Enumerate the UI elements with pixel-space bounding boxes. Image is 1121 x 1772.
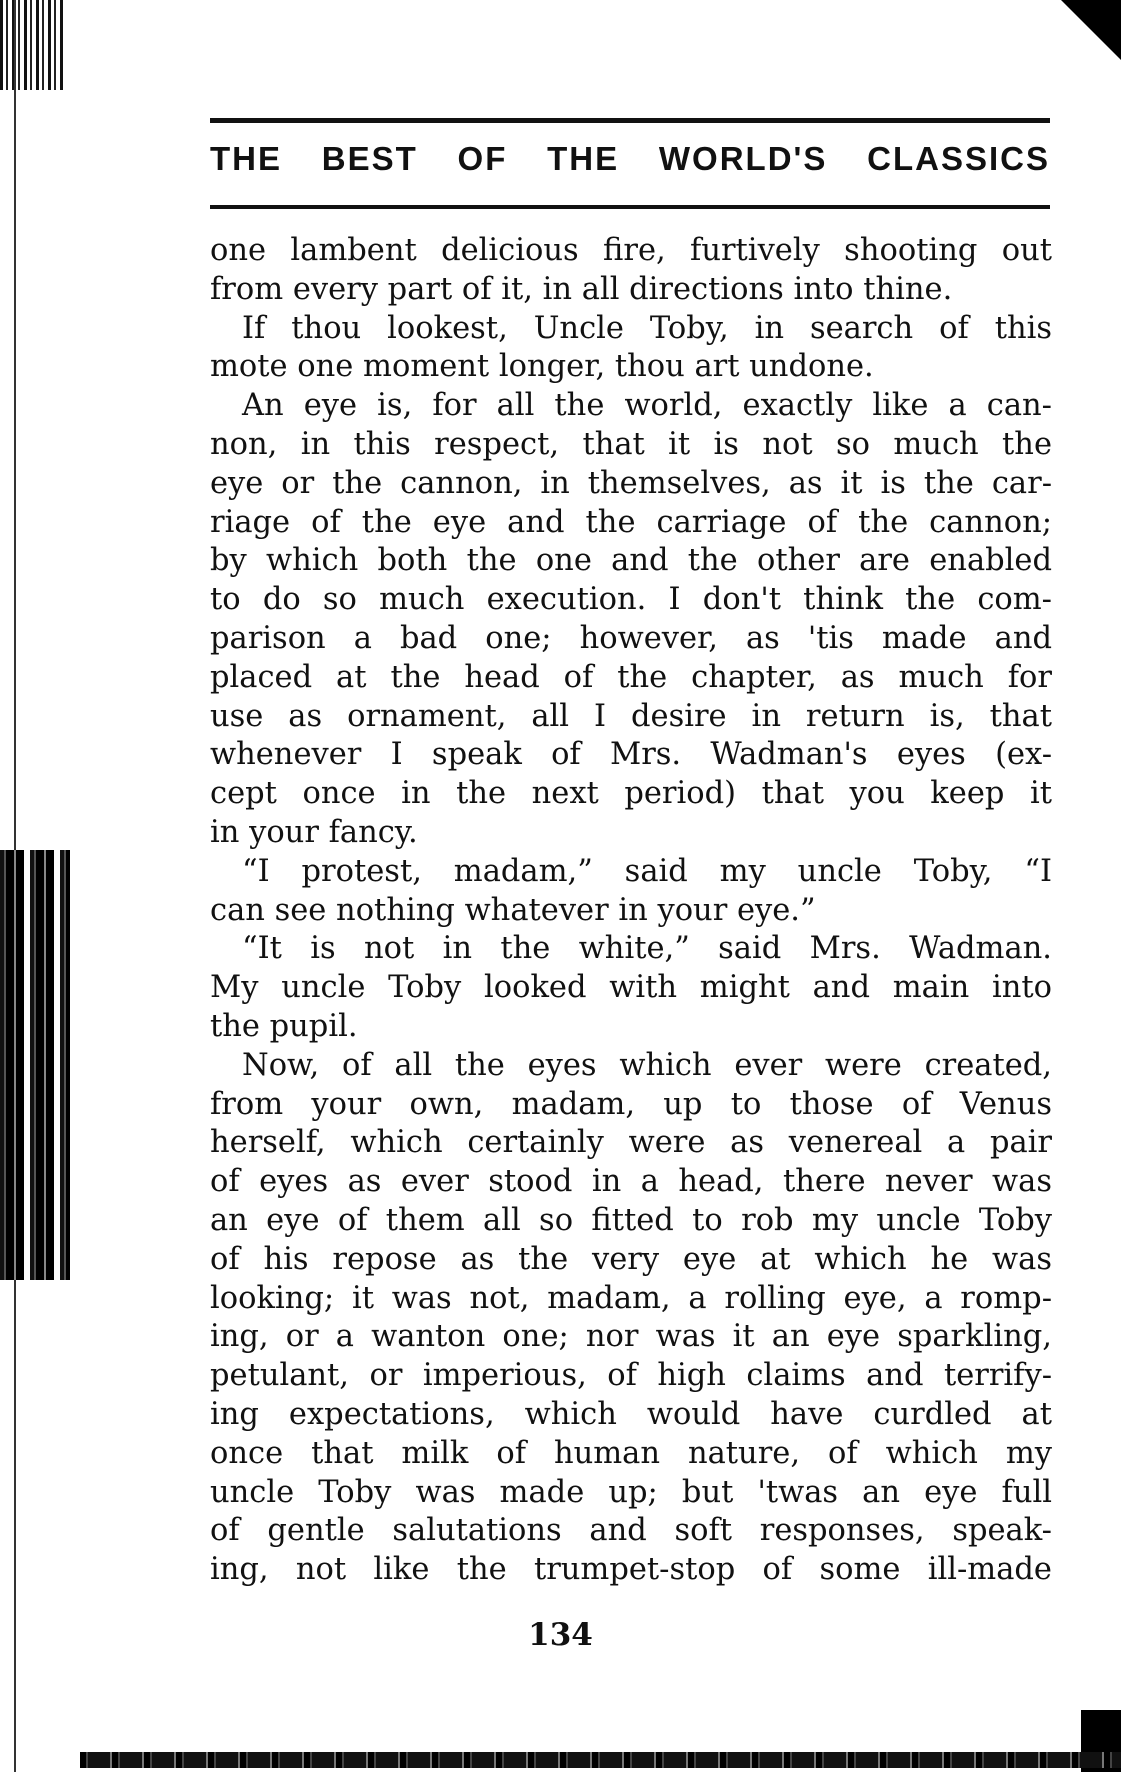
text-line: one lambent delicious fire, furtively shooting out [210,233,1052,268]
text-line: “It is not in the white,” said Mrs. Wadman. [242,931,1052,967]
text-line: use as ornament, all I desire in return is, that [210,698,1052,734]
text-line: petulant, or imperious, of high claims and terrify- [210,1358,1052,1394]
text-line: “I protest, madam,” said my uncle Toby, “I [242,853,1052,889]
page-number: 134 [528,1617,593,1653]
text-line: An eye is, for all the world, exactly like a can- [242,388,1052,424]
text-line: ing, not like the trumpet-stop of some ill-made [210,1552,1052,1588]
text-line: Now, of all the eyes which ever were created, [242,1047,1052,1083]
text-line: the pupil. [210,1008,358,1044]
header-rule-bottom [210,205,1050,209]
text-line: eye or the cannon, in themselves, as it is the car- [210,465,1052,501]
text-line: from your own, madam, up to those of Venus [210,1086,1052,1122]
text-line: an eye of them all so fitted to rob my uncle Toby [210,1202,1052,1238]
text-line: ing, or a wanton one; nor was it an eye sparkling, [210,1319,1052,1355]
text-line: to do so much execution. I don't think the com- [210,582,1052,618]
text-line: of gentle salutations and soft responses, speak- [210,1513,1052,1549]
scan-binding-shadow [0,850,70,1280]
text-line: placed at the head of the chapter, as much for [210,659,1052,695]
text-line: mote one moment longer, thou art undone. [210,349,874,385]
text-line: If thou lookest, Uncle Toby, in search of this [242,310,1052,346]
text-line: herself, which certainly were as venereal a pair [210,1125,1052,1161]
text-line: parison a bad one; however, as 'tis made and [210,620,1052,656]
scan-edge-artifact [0,0,66,90]
text-line: by which both the one and the other are enabled [210,543,1052,579]
text-line: looking; it was not, madam, a rolling eye, a romp- [210,1280,1052,1316]
text-line: My uncle Toby looked with might and main into [210,970,1052,1006]
text-line: non, in this respect, that it is not so much the [210,426,1052,462]
text-line: can see nothing whatever in your eye.” [210,892,816,928]
scan-corner-artifact [1061,0,1121,60]
text-line: riage of the eye and the carriage of the cannon; [210,504,1052,540]
scan-bottom-edge [80,1752,1121,1768]
text-line: ing expectations, which would have curdled at [210,1396,1052,1432]
text-line: from every part of it, in all directions into thine. [210,271,953,307]
header-rule-top [210,118,1050,123]
page-body [210,232,1052,1590]
text-line: of his repose as the very eye at which he was [210,1241,1052,1277]
text-line: in your fancy. [210,814,418,850]
running-title: THE BEST OF THE WORLD'S CLASSICS [210,140,1050,177]
text-line: once that milk of human nature, of which my [210,1435,1052,1471]
text-line: of eyes as ever stood in a head, there never was [210,1164,1052,1200]
text-line: whenever I speak of Mrs. Wadman's eyes (ex- [210,737,1052,773]
text-line: uncle Toby was made up; but 'twas an eye full [210,1474,1052,1510]
text-line: cept once in the next period) that you keep it [210,776,1052,812]
